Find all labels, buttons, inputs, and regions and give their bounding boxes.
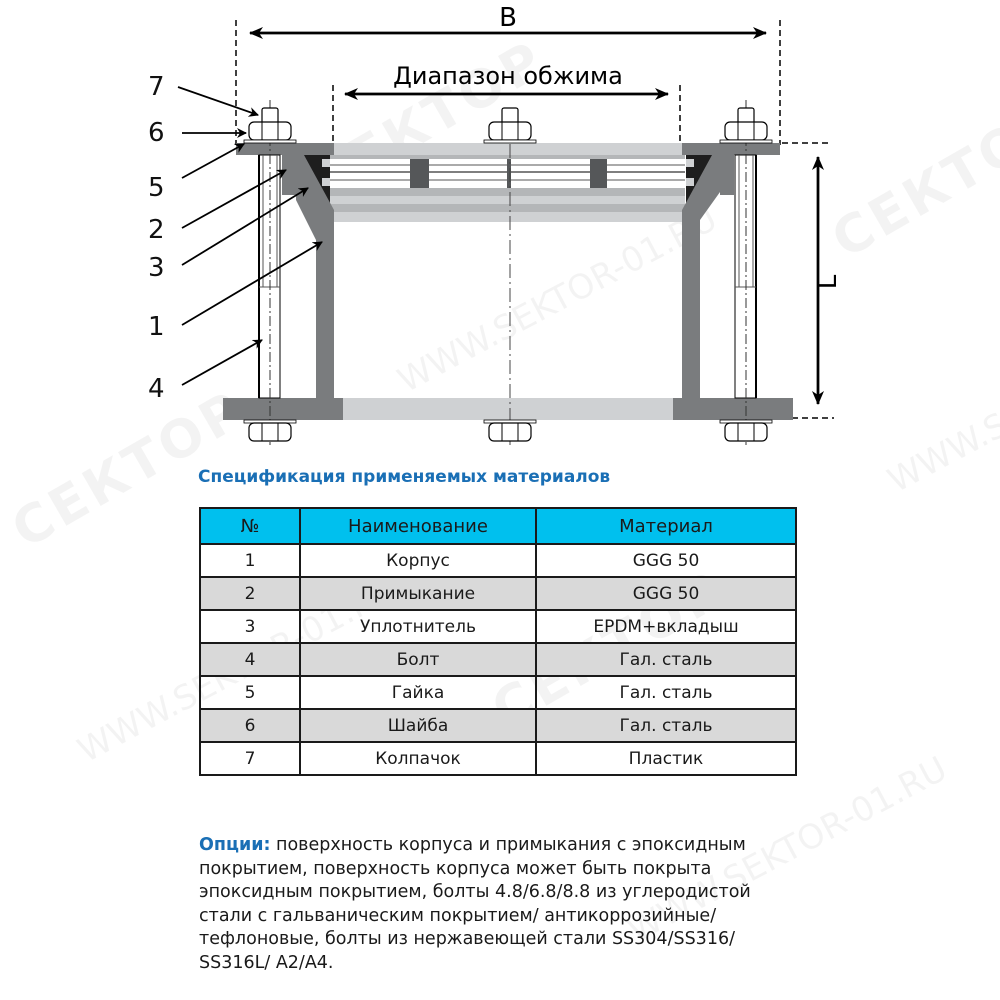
nut-top-center <box>484 108 536 143</box>
nut-bottom-right <box>720 420 772 441</box>
callout-1: 1 <box>148 312 165 342</box>
cell-name: Гайка <box>300 676 536 709</box>
spec-table <box>199 507 797 776</box>
seal-insert <box>410 159 429 188</box>
table-row <box>200 610 796 643</box>
callout-7: 7 <box>148 72 165 102</box>
options-paragraph <box>199 834 799 976</box>
dimension-b-label: B <box>499 3 517 33</box>
cell-num: 1 <box>200 544 300 577</box>
pipe-band <box>343 398 673 420</box>
header-num: № <box>200 508 300 544</box>
cell-name: Болт <box>300 643 536 676</box>
body-left <box>223 143 343 420</box>
cell-num: 6 <box>200 709 300 742</box>
dimension-range-label: Диапазон обжима <box>393 62 623 90</box>
cell-num: 4 <box>200 643 300 676</box>
table-row <box>200 709 796 742</box>
cell-num: 7 <box>200 742 300 775</box>
cell-name: Колпачок <box>300 742 536 775</box>
cell-material: GGG 50 <box>536 544 796 577</box>
cell-num: 3 <box>200 610 300 643</box>
cell-name: Примыкание <box>300 577 536 610</box>
table-row <box>200 742 796 775</box>
seal-assembly <box>330 143 685 222</box>
spec-header-row <box>200 508 796 544</box>
callout-3: 3 <box>148 253 165 283</box>
callout-4: 4 <box>148 374 165 404</box>
cell-material: GGG 50 <box>536 577 796 610</box>
cell-material: Гал. сталь <box>536 709 796 742</box>
table-row <box>200 544 796 577</box>
header-name: Наименование <box>300 508 536 544</box>
table-row <box>200 643 796 676</box>
seal-insert <box>590 159 607 188</box>
body-right <box>673 143 793 420</box>
cell-name: Корпус <box>300 544 536 577</box>
cell-name: Уплотнитель <box>300 610 536 643</box>
header-material: Материал <box>536 508 796 544</box>
table-row <box>200 577 796 610</box>
options-text: поверхность корпуса и примыкания с эпоксидным покрытием, поверхность корпуса может быть покрыта эпоксидным покрытием, болты 4.8/6.8/8.8 из углеродистой стали с гальваническим покрытием/ антикоррозийные/ тефлоновые, болты из нержавеющей стали SS304/SS316/ SS316L/ A2/A4. <box>199 835 751 973</box>
coupling-drawing <box>0 0 1000 460</box>
options-label: Опции: <box>199 835 271 855</box>
nut-top-right <box>720 108 772 143</box>
callouts <box>148 72 322 404</box>
cell-num: 2 <box>200 577 300 610</box>
cell-material: EPDM+вкладыш <box>536 610 796 643</box>
dimension-l-label: L <box>813 274 843 290</box>
cell-name: Шайба <box>300 709 536 742</box>
cell-material: Пластик <box>536 742 796 775</box>
cell-material: Гал. сталь <box>536 643 796 676</box>
callout-6: 6 <box>148 118 165 148</box>
nut-bottom-left <box>244 420 296 441</box>
spec-title: Спецификация применяемых материалов <box>198 467 611 487</box>
table-row <box>200 676 796 709</box>
cell-num: 5 <box>200 676 300 709</box>
nut-bottom-center <box>484 420 536 441</box>
cell-material: Гал. сталь <box>536 676 796 709</box>
dimension-l <box>782 143 843 418</box>
callout-2: 2 <box>148 215 165 245</box>
callout-5: 5 <box>148 173 165 203</box>
